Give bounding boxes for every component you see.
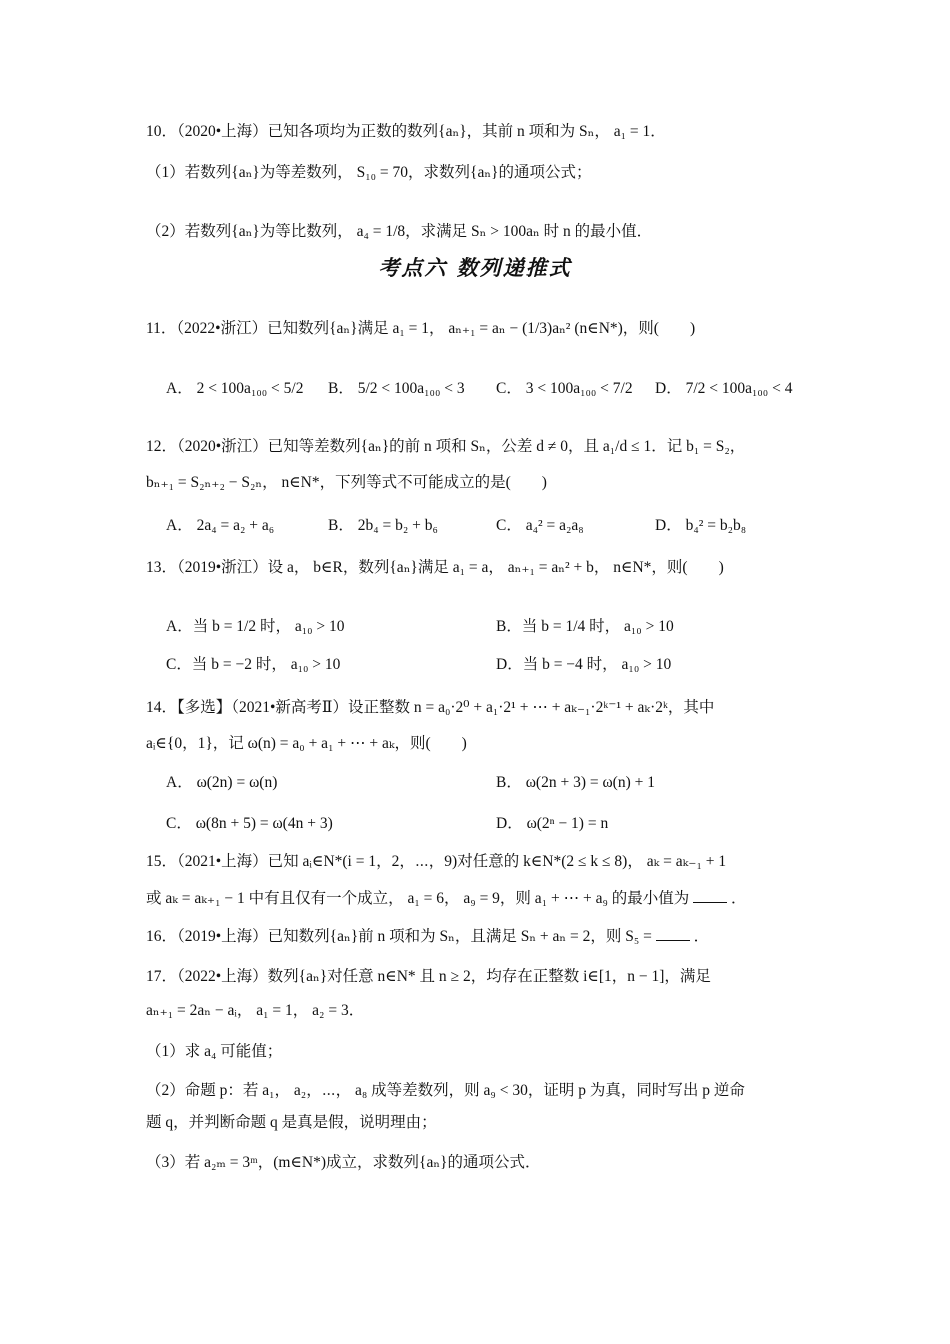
q17-part2b: 题 q，并判断命题 q 是真是假，说明理由； (146, 1114, 437, 1131)
q11-option-a: A． 2 < 100a₁₀₀ < 5/2 (166, 380, 304, 397)
q12-option-d: D． b₄² = b₂b₈ (655, 517, 747, 534)
q15-answer-blank (693, 888, 727, 903)
q13-option-d: D．当 b = −4 时， a₁₀ > 10 (496, 656, 672, 673)
q14-stem-2: aᵢ∈{0，1}，记 ω(n) = a₀ + a₁ + ⋯ + aₖ，则( ) (146, 735, 467, 752)
q17-part2: （2）命题 p：若 a₁， a₂，⋯， a₈ 成等差数列，则 a₉ < 30，证明 p 为真，同时写出 p 逆命 (146, 1082, 745, 1099)
q14-option-d: D． ω(2ⁿ − 1) = n (496, 815, 609, 832)
q15-stem: 15．（2021•上海）已知 aᵢ∈N*(i = 1，2，⋯，9)对任意的 k∈N*(2 ≤ k ≤ 8)， aₖ = aₖ₋₁ + 1 (146, 853, 727, 870)
q11-option-d: D． 7/2 < 100a₁₀₀ < 4 (655, 380, 793, 397)
q14-stem: 14．【多选】（2021•新高考Ⅱ）设正整数 n = a₀·2⁰ + a₁·2¹ + ⋯ + aₖ₋₁·2ᵏ⁻¹ + aₖ·2ᵏ，其中 (146, 699, 715, 716)
q12-option-b: B． 2b₄ = b₂ + b₆ (328, 517, 438, 534)
q15-stem-2 (146, 888, 806, 910)
q10-stem: 10．（2020•上海）已知各项均为正数的数列{aₙ}，其前 n 项和为 Sₙ， a₁ = 1． (146, 123, 666, 140)
section-title: 考点六 数列递推式 (378, 256, 572, 280)
q11-option-c: C． 3 < 100a₁₀₀ < 7/2 (496, 380, 633, 397)
q11-stem: 11．（2022•浙江）已知数列{aₙ}满足 a₁ = 1， aₙ₊₁ = aₙ − (1/3)aₙ² (n∈N*)，则( ) (146, 320, 696, 337)
q13-stem: 13．（2019•浙江）设 a， b∈R，数列{aₙ}满足 a₁ = a， aₙ₊₁ = aₙ² + b， n∈N*，则( ) (146, 559, 724, 576)
q16-stem-end: ． (693, 928, 710, 945)
q15-stem-2-text: 或 aₖ = aₖ₊₁ − 1 中有且仅有一个成立， a₁ = 6， a₉ = 9，则 a₁ + ⋯ + a₉ 的最小值为 (146, 890, 690, 907)
q12-stem: 12．（2020•浙江）已知等差数列{aₙ}的前 n 项和 Sₙ，公差 d ≠ 0，且 a₁/d ≤ 1．记 b₁ = S₂， (146, 438, 746, 455)
q16-stem-text: 16．（2019•上海）已知数列{aₙ}前 n 项和为 Sₙ，且满足 Sₙ + aₙ = 2，则 S₅ = (146, 928, 652, 945)
q15-stem-2-end: ． (731, 890, 747, 907)
q12-option-a: A． 2a₄ = a₂ + a₆ (166, 517, 275, 534)
q11-option-b: B． 5/2 < 100a₁₀₀ < 3 (328, 380, 465, 397)
q16-answer-blank (656, 926, 690, 941)
q13-option-c: C．当 b = −2 时， a₁₀ > 10 (166, 656, 341, 673)
q12-option-c: C． a₄² = a₂a₈ (496, 517, 584, 534)
q13-option-a: A．当 b = 1/2 时， a₁₀ > 10 (166, 618, 345, 635)
q16-stem (146, 926, 806, 948)
q13-option-b: B．当 b = 1/4 时， a₁₀ > 10 (496, 618, 674, 635)
q17-stem-2: aₙ₊₁ = 2aₙ − aᵢ， a₁ = 1， a₂ = 3． (146, 1002, 365, 1019)
q10-part1: （1）若数列{aₙ}为等差数列， S₁₀ = 70，求数列{aₙ}的通项公式； (146, 164, 592, 181)
q17-part3: （3）若 a₂ₘ = 3ᵐ，(m∈N*)成立，求数列{aₙ}的通项公式． (146, 1154, 541, 1171)
q14-option-a: A． ω(2n) = ω(n) (166, 774, 278, 791)
q14-option-b: B． ω(2n + 3) = ω(n) + 1 (496, 774, 655, 791)
q17-stem: 17．（2022•上海）数列{aₙ}对任意 n∈N* 且 n ≥ 2，均存在正整数 i∈[1，n − 1]，满足 (146, 968, 711, 985)
q14-option-c: C． ω(8n + 5) = ω(4n + 3) (166, 815, 333, 832)
q10-part2: （2）若数列{aₙ}为等比数列， a₄ = 1/8，求满足 Sₙ > 100aₙ 时 n 的最小值． (146, 223, 653, 240)
q17-part1: （1）求 a₄ 可能值； (146, 1043, 283, 1060)
q12-stem-2: bₙ₊₁ = S₂ₙ₊₂ − S₂ₙ， n∈N*，下列等式不可能成立的是( ) (146, 474, 547, 491)
